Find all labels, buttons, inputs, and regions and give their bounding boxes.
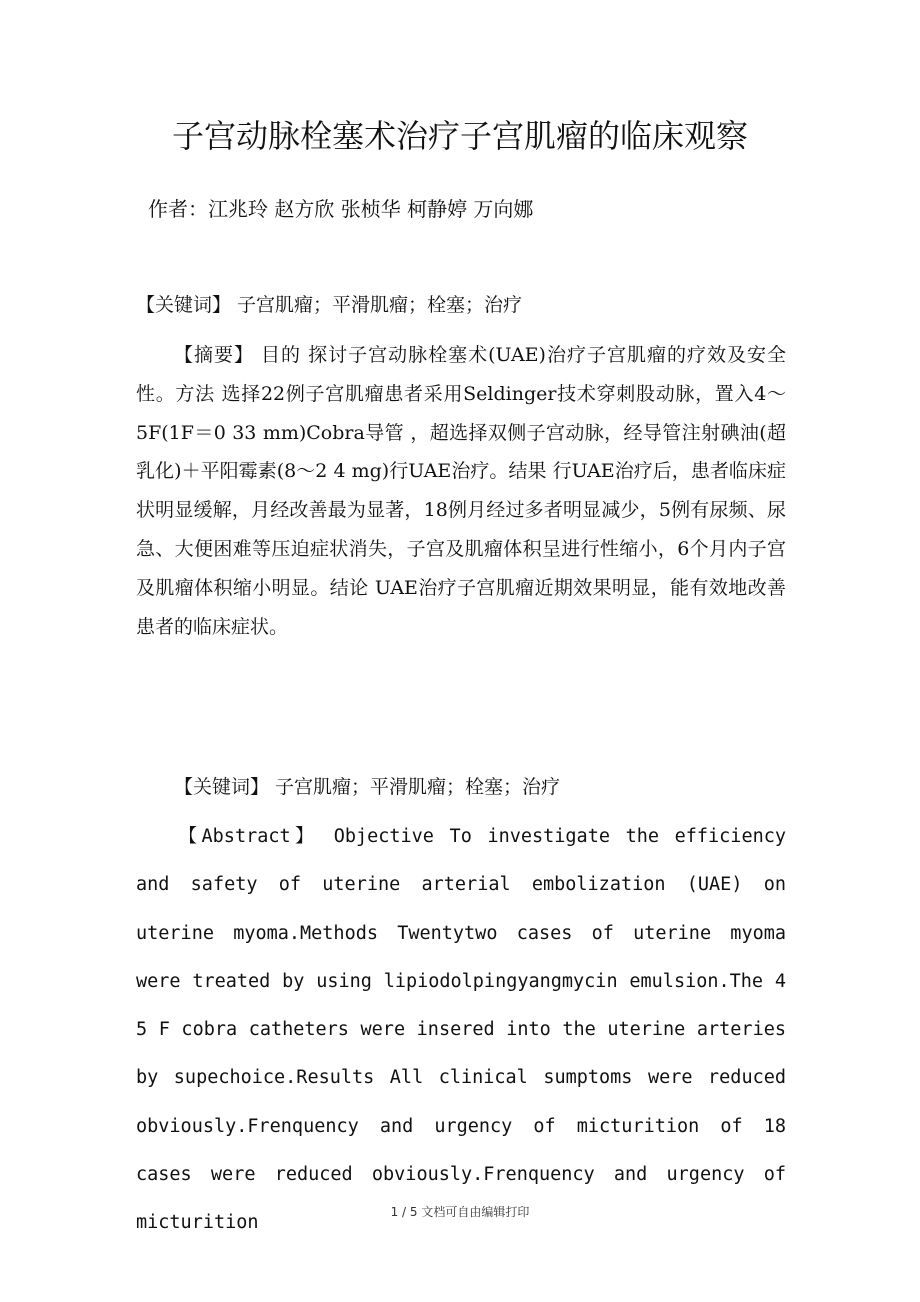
keywords-paragraph: 【关键词】 子宫肌瘤；平滑肌瘤；栓塞；治疗 [136, 294, 523, 316]
english-abstract-paragraph: 【Abstract】 Objective To investigate the efficiency and safety of uterine arterial embolization (UAE) on uterine myoma.Methods Twentytwo cases of uterine myoma were treated by using lipiodolpingyangmycin emulsion.The 4 5 F cobra catheters were insered into the uterine arteries by supechoice.Results All clinical sumptoms were reduced obviously.Frenquency and urgency of micturition of 18 cases were reduced obviously.Frenquency and urgency of micturition [136, 826, 786, 1234]
chinese-abstract-paragraph: 【摘要】 目的 探讨子宫动脉栓塞术(UAE)治疗子宫肌瘤的疗效及安全性。方法 选择22例子宫肌瘤患者采用Seldinger技术穿刺股动脉，置入4～5F(1F＝0 33 mm)Cobra导管 ，超选择双侧子宫动脉，经导管注射碘油(超乳化)＋平阳霉素(8～2 4 mg)行UAE治疗。结果 行UAE治疗后，患者临床症状明显缓解，月经改善最为显著，18例月经过多者明显减少，5例有尿频、尿急、大便困难等压迫症状消失，子宫及肌瘤体积呈进行性缩小，6个月内子宫及肌瘤体积缩小明显。结论 UAE治疗子宫肌瘤近期效果明显，能有效地改善患者的临床症状。 [136, 344, 786, 638]
document-title: 子宫动脉栓塞术治疗子宫肌瘤的临床观察 [171, 117, 748, 155]
keywords-paragraph-repeat: 【关键词】 子宫肌瘤；平滑肌瘤；栓塞；治疗 [174, 776, 561, 798]
page-footer: 1 / 5 文档可自由编辑打印 [390, 1205, 530, 1219]
author-line: 作者：江兆玲 赵方欣 张桢华 柯静婷 万向娜 [148, 197, 534, 221]
